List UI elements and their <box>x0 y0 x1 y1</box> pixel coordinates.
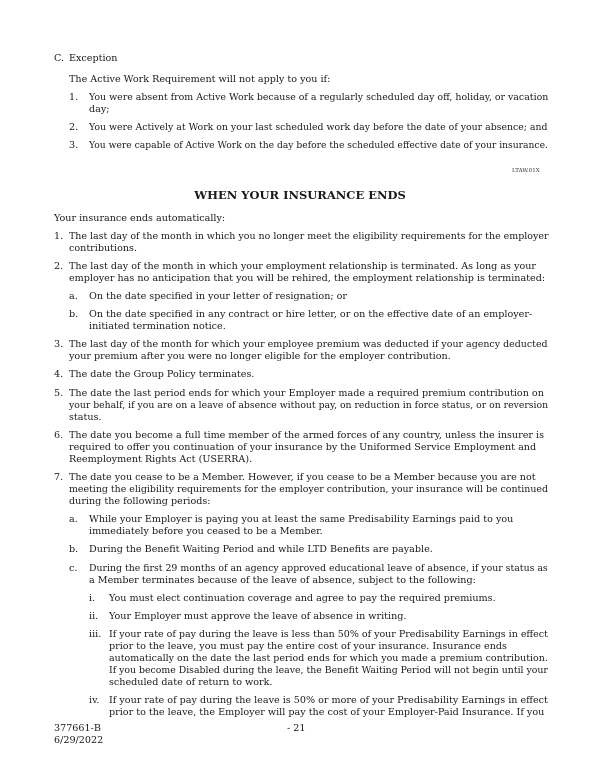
sub-item-text: During the Benefit Waiting Period and while LTD Benefits are payable. <box>89 544 433 555</box>
exception-item-number: 1. <box>69 92 79 103</box>
list-item-text: contributions. <box>69 243 138 254</box>
sub-item-text: a Member terminates because of the leave of absence, subject to the following: <box>89 575 476 586</box>
list-item-number: 4. <box>54 369 64 380</box>
exception-item-text: day; <box>89 104 110 115</box>
roman-item-text: Your Employer must approve the leave of absence in writing. <box>109 611 407 622</box>
list-item-text: employer has no anticipation that you will be rehired, the employment relationship is terminated: <box>69 273 546 284</box>
section-heading: WHEN YOUR INSURANCE ENDS <box>194 188 406 202</box>
exception-item-text: You were capable of Active Work on the day before the scheduled effective date of your insurance. <box>89 140 548 151</box>
section-intro: Your insurance ends automatically: <box>54 213 226 224</box>
list-item-text: The last day of the month in which you no longer meet the eligibility requirements for the employer <box>69 231 549 242</box>
sub-item-letter: b. <box>69 309 79 320</box>
list-item-text: your premium after you were no longer eligible for the employer contribution. <box>69 351 451 362</box>
list-item-text: Reemployment Rights Act (USERRA). <box>69 454 253 465</box>
list-item-number: 7. <box>54 472 64 483</box>
roman-item-text: You must elect continuation coverage and agree to pay the required premiums. <box>109 593 496 604</box>
sub-item-text: initiated termination notice. <box>89 321 226 332</box>
roman-item-text: If your rate of pay during the leave is 50% or more of your Predisability Earnings in effect <box>109 695 548 706</box>
list-item-text: during the following periods: <box>69 496 211 507</box>
list-item-text: The last day of the month for which your employee premium was deducted if your agency deducted <box>69 339 548 350</box>
sub-item-letter: b. <box>69 544 79 555</box>
sub-item-letter: a. <box>69 514 78 525</box>
roman-item-text: prior to the leave, the Employer will pay the cost of your Employer-Paid Insurance. If you <box>109 707 545 718</box>
list-item-number: 2. <box>54 261 64 272</box>
list-item-text: The date the last period ends for which your Employer made a required premium contribution on <box>69 388 544 399</box>
form-number: 377661-B <box>54 723 101 734</box>
list-item-number: 1. <box>54 231 64 242</box>
roman-item-number: iii. <box>89 629 102 640</box>
list-item-text: The date the Group Policy terminates. <box>69 369 255 380</box>
roman-item-number: i. <box>89 593 96 604</box>
roman-item-text: If your rate of pay during the leave is less than 50% of your Predisability Earnings in effect <box>109 629 548 640</box>
list-item-number: 5. <box>54 388 64 399</box>
exception-title: Exception <box>69 53 118 64</box>
exception-item-text: You were Actively at Work on your last scheduled work day before the date of your absence; and <box>89 122 548 133</box>
list-item-text: status. <box>69 412 102 423</box>
roman-item-number: ii. <box>89 611 99 622</box>
provision-code: LTAW.01X <box>512 168 540 174</box>
sub-item-text: During the first 29 months of an agency approved educational leave of absence, if your status as <box>89 563 548 574</box>
form-date: 6/29/2022 <box>54 735 104 746</box>
list-item-number: 6. <box>54 430 64 441</box>
list-item-text: your behalf, if you are on a leave of absence without pay, on reduction in force status, or on reversion <box>69 400 549 411</box>
exception-item-number: 3. <box>69 140 79 151</box>
page-number: - 21 <box>287 723 306 734</box>
list-item-text: The date you cease to be a Member. However, if you cease to be a Member because you are not <box>69 472 536 483</box>
exception-label: C. <box>54 53 65 64</box>
roman-item-text: prior to the leave, you must pay the entire cost of your insurance. Insurance ends <box>109 641 507 652</box>
exception-item-text: You were absent from Active Work because of a regularly scheduled day off, holiday, or vacation <box>89 92 549 103</box>
sub-item-letter: a. <box>69 291 78 302</box>
roman-item-text: scheduled date of return to work. <box>109 677 273 688</box>
sub-item-text: On the date specified in your letter of resignation; or <box>89 291 348 302</box>
sub-item-text: While your Employer is paying you at least the same Predisability Earnings paid to you <box>89 514 514 525</box>
sub-item-letter: c. <box>69 563 78 574</box>
roman-item-text: automatically on the date the last period ends for which you made a premium contribution. <box>109 653 548 664</box>
list-item-text: required to offer you continuation of your insurance by the Uniformed Service Employment and <box>69 442 537 453</box>
roman-item-number: iv. <box>89 695 100 706</box>
roman-item-text: If you become Disabled during the leave, the Benefit Waiting Period will not begin until your <box>109 665 548 676</box>
exception-intro: The Active Work Requirement will not apply to you if: <box>69 74 331 85</box>
list-item-text: The date you become a full time member of the armed forces of any country, unless the insurer is <box>69 430 545 441</box>
list-item-text: meeting the eligibility requirements for the employer contribution, your insurance will be continued <box>69 484 548 495</box>
exception-item-number: 2. <box>69 122 79 133</box>
list-item-number: 3. <box>54 339 64 350</box>
sub-item-text: On the date specified in any contract or hire letter, or on the effective date of an employer- <box>89 309 533 320</box>
sub-item-text: immediately before you ceased to be a Member. <box>89 526 323 537</box>
list-item-text: The last day of the month in which your employment relationship is terminated. As long as your <box>69 261 536 272</box>
